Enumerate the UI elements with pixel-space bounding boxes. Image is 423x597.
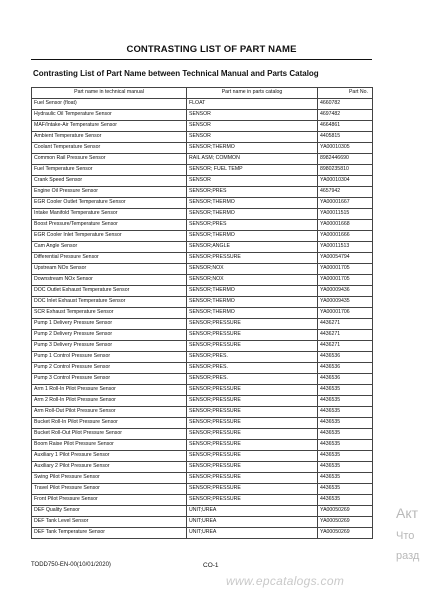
cell-technical-manual-name: DEF Quality Sensor — [32, 505, 187, 516]
cell-parts-catalog-name: UNIT;UREA — [187, 527, 318, 538]
cell-technical-manual-name: Arm Roll-Out Pilot Pressure Sensor — [32, 406, 187, 417]
part-name-table — [31, 87, 373, 539]
cell-technical-manual-name: Crank Speed Sensor — [32, 175, 187, 186]
table-row — [32, 131, 373, 142]
cell-technical-manual-name: MAF/Intake-Air Temperature Sensor — [32, 120, 187, 131]
side-overlay-text: разд — [396, 550, 420, 562]
cell-part-number: 4436535 — [318, 494, 373, 505]
table-row — [32, 164, 373, 175]
table-row — [32, 318, 373, 329]
table-row — [32, 516, 373, 527]
header-technical-manual: Part name in technical manual — [32, 88, 187, 99]
table-row — [32, 98, 373, 109]
cell-part-number: 4664861 — [318, 120, 373, 131]
table-row — [32, 142, 373, 153]
cell-technical-manual-name: Engine Oil Pressure Sensor — [32, 186, 187, 197]
cell-technical-manual-name: EGR Cooler Inlet Temperature Sensor — [32, 230, 187, 241]
cell-parts-catalog-name: SENSOR;PRESSURE — [187, 318, 318, 329]
cell-part-number: 4436535 — [318, 472, 373, 483]
cell-parts-catalog-name: SENSOR;PRESSURE — [187, 483, 318, 494]
cell-technical-manual-name: Auxiliary 2 Pilot Pressure Sensor — [32, 461, 187, 472]
cell-parts-catalog-name: SENSOR;THERMO — [187, 230, 318, 241]
cell-parts-catalog-name: SENSOR;PRESSURE — [187, 461, 318, 472]
cell-parts-catalog-name: SENSOR;THERMO — [187, 208, 318, 219]
table-row — [32, 230, 373, 241]
cell-part-number: 4436271 — [318, 329, 373, 340]
cell-part-number: 4405815 — [318, 131, 373, 142]
table-row — [32, 461, 373, 472]
cell-parts-catalog-name: SENSOR;THERMO — [187, 307, 318, 318]
cell-parts-catalog-name: SENSOR;PRESSURE — [187, 439, 318, 450]
table-row — [32, 263, 373, 274]
cell-part-number: 4436535 — [318, 384, 373, 395]
cell-parts-catalog-name: SENSOR;PRESSURE — [187, 428, 318, 439]
header-parts-catalog: Part name in parts catalog — [187, 88, 318, 99]
table-row — [32, 307, 373, 318]
cell-part-number: YA00001667 — [318, 197, 373, 208]
cell-part-number: 4436536 — [318, 351, 373, 362]
cell-parts-catalog-name: RAIL ASM; COMMON — [187, 153, 318, 164]
cell-parts-catalog-name: SENSOR;PRES — [187, 219, 318, 230]
footer-page-number: CO-1 — [203, 562, 219, 569]
table-row — [32, 428, 373, 439]
cell-part-number: 4660782 — [318, 98, 373, 109]
cell-parts-catalog-name: SENSOR;PRESSURE — [187, 395, 318, 406]
cell-parts-catalog-name: FLOAT — [187, 98, 318, 109]
table-row — [32, 329, 373, 340]
cell-parts-catalog-name: SENSOR;PRES. — [187, 351, 318, 362]
cell-technical-manual-name: Differential Pressure Sensor — [32, 252, 187, 263]
cell-part-number: YA00011515 — [318, 208, 373, 219]
cell-technical-manual-name: Hydraulic Oil Temperature Sensor — [32, 109, 187, 120]
cell-technical-manual-name: Pump 2 Control Pressure Sensor — [32, 362, 187, 373]
table-row — [32, 373, 373, 384]
table-row — [32, 494, 373, 505]
cell-technical-manual-name: Bucket Roll-Out Pilot Pressure Sensor — [32, 428, 187, 439]
cell-part-number: YA00054794 — [318, 252, 373, 263]
cell-technical-manual-name: Coolant Temperature Sensor — [32, 142, 187, 153]
cell-part-number: 4697482 — [318, 109, 373, 120]
table-row — [32, 252, 373, 263]
table-row — [32, 395, 373, 406]
table-row — [32, 450, 373, 461]
table-row — [32, 417, 373, 428]
table-row — [32, 109, 373, 120]
cell-part-number: YA00010305 — [318, 142, 373, 153]
cell-parts-catalog-name: SENSOR;THERMO — [187, 142, 318, 153]
table-row — [32, 175, 373, 186]
cell-part-number: 8982446690 — [318, 153, 373, 164]
cell-part-number: 4436535 — [318, 483, 373, 494]
table-row — [32, 439, 373, 450]
cell-technical-manual-name: Fuel Temperature Sensor — [32, 164, 187, 175]
cell-parts-catalog-name: SENSOR;NOX — [187, 274, 318, 285]
table-row — [32, 219, 373, 230]
cell-parts-catalog-name: SENSOR;THERMO — [187, 197, 318, 208]
cell-part-number: YA00010304 — [318, 175, 373, 186]
table-row — [32, 274, 373, 285]
cell-parts-catalog-name: SENSOR — [187, 175, 318, 186]
title-divider — [31, 59, 372, 60]
cell-parts-catalog-name: UNIT;UREA — [187, 516, 318, 527]
table-row — [32, 285, 373, 296]
cell-technical-manual-name: Front Pilot Pressure Sensor — [32, 494, 187, 505]
cell-parts-catalog-name: SENSOR; FUEL TEMP — [187, 164, 318, 175]
cell-part-number: 4436535 — [318, 395, 373, 406]
cell-part-number: 4436535 — [318, 439, 373, 450]
cell-technical-manual-name: Fuel Sensor (float) — [32, 98, 187, 109]
cell-parts-catalog-name: SENSOR;PRES. — [187, 373, 318, 384]
cell-parts-catalog-name: SENSOR;PRESSURE — [187, 329, 318, 340]
cell-part-number: YA00011513 — [318, 241, 373, 252]
table-row — [32, 153, 373, 164]
cell-technical-manual-name: EGR Cooler Outlet Temperature Sensor — [32, 197, 187, 208]
cell-technical-manual-name: SCR Exhaust Temperature Sensor — [32, 307, 187, 318]
cell-technical-manual-name: DOC Outlet Exhaust Temperature Sensor — [32, 285, 187, 296]
cell-part-number: 4436271 — [318, 340, 373, 351]
cell-technical-manual-name: DEF Tank Temperature Sensor — [32, 527, 187, 538]
cell-parts-catalog-name: SENSOR;PRES — [187, 186, 318, 197]
table-row — [32, 406, 373, 417]
table-row — [32, 120, 373, 131]
cell-technical-manual-name: Downstream NOx Sensor — [32, 274, 187, 285]
cell-part-number: 4657942 — [318, 186, 373, 197]
cell-parts-catalog-name: SENSOR;PRESSURE — [187, 417, 318, 428]
table-row — [32, 527, 373, 538]
table-row — [32, 472, 373, 483]
cell-technical-manual-name: DOC Inlet Exhaust Temperature Sensor — [32, 296, 187, 307]
cell-part-number: 4436536 — [318, 373, 373, 384]
cell-part-number: YA00001706 — [318, 307, 373, 318]
cell-technical-manual-name: Arm 1 Roll-In Pilot Pressure Sensor — [32, 384, 187, 395]
table-row — [32, 483, 373, 494]
table-row — [32, 505, 373, 516]
cell-part-number: 4436535 — [318, 450, 373, 461]
cell-technical-manual-name: Ambient Temperature Sensor — [32, 131, 187, 142]
cell-part-number: 4436535 — [318, 417, 373, 428]
page-title: CONTRASTING LIST OF PART NAME — [126, 44, 297, 55]
cell-part-number: YA00009436 — [318, 285, 373, 296]
cell-part-number: YA00050269 — [318, 505, 373, 516]
table-row — [32, 197, 373, 208]
cell-part-number: 4436535 — [318, 406, 373, 417]
cell-technical-manual-name: Pump 3 Delivery Pressure Sensor — [32, 340, 187, 351]
cell-parts-catalog-name: SENSOR;NOX — [187, 263, 318, 274]
cell-technical-manual-name: Arm 2 Roll-In Pilot Pressure Sensor — [32, 395, 187, 406]
cell-parts-catalog-name: SENSOR — [187, 131, 318, 142]
cell-parts-catalog-name: SENSOR;ANGLE — [187, 241, 318, 252]
cell-parts-catalog-name: SENSOR;THERMO — [187, 296, 318, 307]
cell-technical-manual-name: Cam Angle Sensor — [32, 241, 187, 252]
cell-parts-catalog-name: UNIT;UREA — [187, 505, 318, 516]
cell-part-number: 4436536 — [318, 362, 373, 373]
table-row — [32, 186, 373, 197]
side-overlay-text: Что — [396, 530, 415, 542]
footer-doc-code: TODD750-EN-00(10/01/2020) — [31, 562, 111, 568]
cell-technical-manual-name: Common Rail Pressure Sensor — [32, 153, 187, 164]
cell-technical-manual-name: Pump 1 Control Pressure Sensor — [32, 351, 187, 362]
cell-parts-catalog-name: SENSOR;PRESSURE — [187, 450, 318, 461]
cell-parts-catalog-name: SENSOR — [187, 109, 318, 120]
table-row — [32, 208, 373, 219]
cell-part-number: 4436535 — [318, 461, 373, 472]
cell-parts-catalog-name: SENSOR;PRESSURE — [187, 472, 318, 483]
header-part-no: Part No. — [318, 88, 373, 99]
side-overlay-text: Акт — [396, 505, 419, 521]
cell-part-number: YA00009435 — [318, 296, 373, 307]
table-body — [32, 98, 373, 538]
table-row — [32, 362, 373, 373]
cell-parts-catalog-name: SENSOR;PRESSURE — [187, 406, 318, 417]
cell-technical-manual-name: Pump 3 Control Pressure Sensor — [32, 373, 187, 384]
cell-parts-catalog-name: SENSOR — [187, 120, 318, 131]
table-row — [32, 384, 373, 395]
cell-technical-manual-name: Pump 1 Delivery Pressure Sensor — [32, 318, 187, 329]
cell-technical-manual-name: Swing Pilot Pressure Sensor — [32, 472, 187, 483]
table-row — [32, 241, 373, 252]
cell-technical-manual-name: Auxiliary 1 Pilot Pressure Sensor — [32, 450, 187, 461]
cell-technical-manual-name: Boost Pressure/Temperature Sensor — [32, 219, 187, 230]
cell-parts-catalog-name: SENSOR;PRESSURE — [187, 384, 318, 395]
cell-technical-manual-name: Bucket Roll-In Pilot Pressure Sensor — [32, 417, 187, 428]
table-row — [32, 296, 373, 307]
watermark-url: www.epcatalogs.com — [226, 574, 345, 588]
cell-technical-manual-name: Boom Raise Pilot Pressure Sensor — [32, 439, 187, 450]
table-header-row — [32, 88, 373, 99]
cell-technical-manual-name: Travel Pilot Pressure Sensor — [32, 483, 187, 494]
table-row — [32, 351, 373, 362]
cell-technical-manual-name: Intake Manifold Temperature Sensor — [32, 208, 187, 219]
cell-part-number: YA00050269 — [318, 516, 373, 527]
section-subtitle: Contrasting List of Part Name between Technical Manual and Parts Catalog — [33, 69, 319, 78]
cell-part-number: YA00050269 — [318, 527, 373, 538]
cell-parts-catalog-name: SENSOR;PRES. — [187, 362, 318, 373]
cell-parts-catalog-name: SENSOR;PRESSURE — [187, 494, 318, 505]
cell-part-number: YA00001705 — [318, 263, 373, 274]
cell-part-number: YA00001705 — [318, 274, 373, 285]
cell-parts-catalog-name: SENSOR;THERMO — [187, 285, 318, 296]
table-row — [32, 340, 373, 351]
cell-part-number: 8980235810 — [318, 164, 373, 175]
cell-part-number: YA00001668 — [318, 219, 373, 230]
cell-parts-catalog-name: SENSOR;PRESSURE — [187, 252, 318, 263]
cell-technical-manual-name: Upstream NOx Sensor — [32, 263, 187, 274]
cell-part-number: YA00001666 — [318, 230, 373, 241]
cell-technical-manual-name: DEF Tank Level Sensor — [32, 516, 187, 527]
cell-part-number: 4436535 — [318, 428, 373, 439]
cell-technical-manual-name: Pump 2 Delivery Pressure Sensor — [32, 329, 187, 340]
cell-parts-catalog-name: SENSOR;PRESSURE — [187, 340, 318, 351]
cell-part-number: 4436271 — [318, 318, 373, 329]
